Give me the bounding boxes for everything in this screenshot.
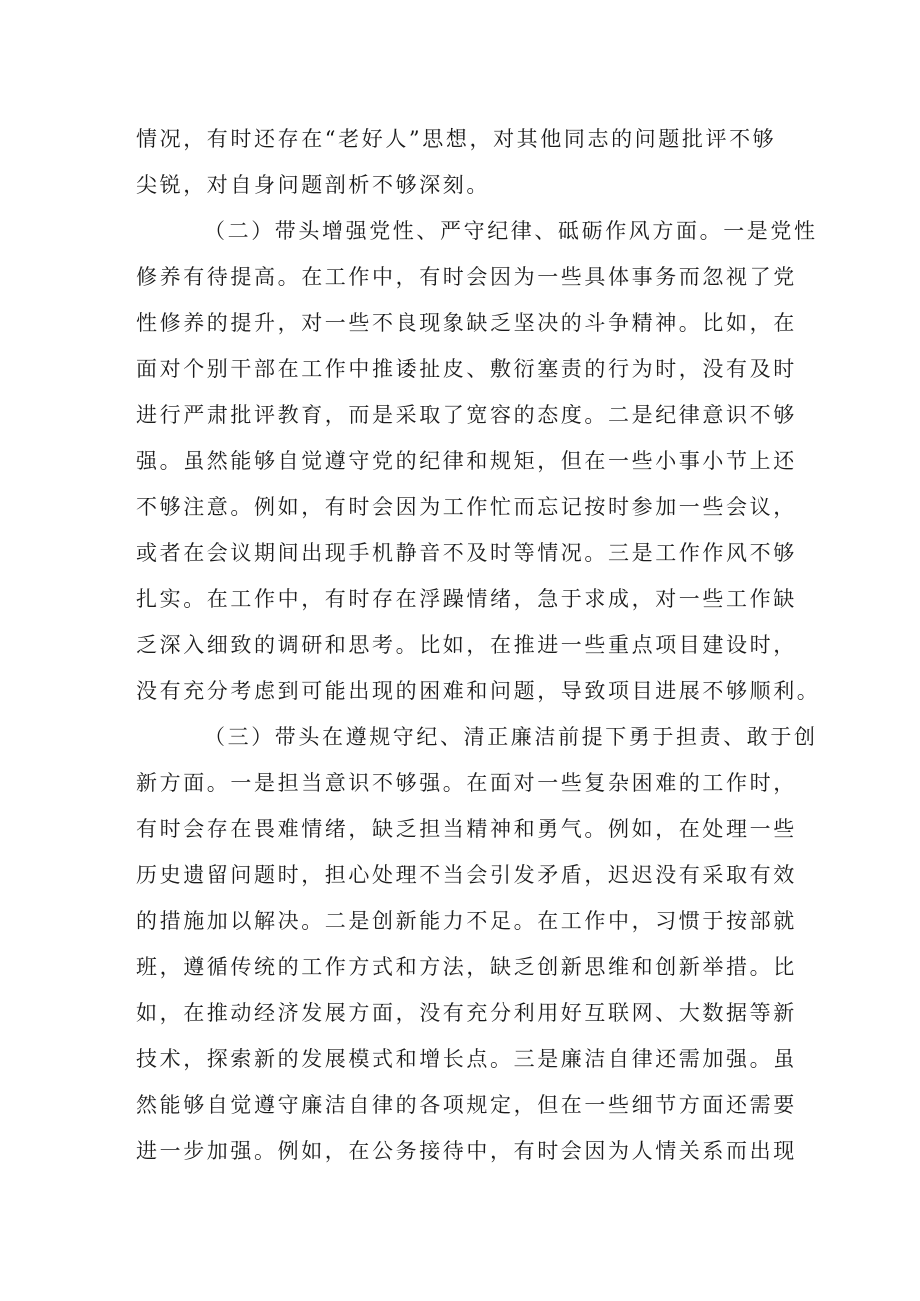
text-line: 性修养的提升，对一些不良现象缺乏坚决的斗争精神。比如，在 [136,311,797,335]
paragraph [136,714,818,1174]
text-line: 新方面。一是担当意识不够强。在面对一些复杂困难的工作时， [136,771,797,795]
document-body [136,116,821,1174]
text-line: 如，在推动经济发展方面，没有充分利用好互联网、大数据等新 [136,1001,797,1025]
text-line: （二）带头增强党性、严守纪律、砥砺作风方面。一是党性 [204,219,818,243]
paragraph [136,208,821,714]
text-line: 历史遗留问题时，担心处理不当会引发矛盾，迟迟没有采取有效 [136,863,797,887]
text-line: （三）带头在遵规守纪、清正廉洁前提下勇于担责、敢于创 [204,725,818,749]
text-line: 扎实。在工作中，有时存在浮躁情绪，急于求成，对一些工作缺 [136,587,797,611]
text-line: 进一步加强。例如，在公务接待中，有时会因为人情关系而出现 [136,1139,797,1163]
text-line: 没有充分考虑到可能出现的困难和问题，导致项目进展不够顺利。 [136,679,821,703]
text-line: 有时会存在畏难情绪，缺乏担当精神和勇气。例如，在处理一些 [136,817,797,841]
text-line: 尖锐，对自身问题剖析不够深刻。 [136,173,490,197]
text-line: 进行严肃批评教育，而是采取了宽容的态度。二是纪律意识不够 [136,403,797,427]
text-line: 情况，有时还存在“老好人”思想，对其他同志的问题批评不够 [136,127,777,151]
text-line: 不够注意。例如，有时会因为工作忙而忘记按时参加一些会议， [136,495,797,519]
text-line: 或者在会议期间出现手机静音不及时等情况。三是工作作风不够 [136,541,797,565]
text-line: 强。虽然能够自觉遵守党的纪律和规矩，但在一些小事小节上还 [136,449,797,473]
paragraph [136,116,796,208]
text-line: 然能够自觉遵守廉洁自律的各项规定，但在一些细节方面还需要 [136,1093,797,1117]
text-line: 面对个别干部在工作中推诿扯皮、敷衍塞责的行为时，没有及时 [136,357,797,381]
text-line: 技术，探索新的发展模式和增长点。三是廉洁自律还需加强。虽 [136,1047,797,1071]
text-line: 的措施加以解决。二是创新能力不足。在工作中，习惯于按部就 [136,909,797,933]
text-line: 修养有待提高。在工作中，有时会因为一些具体事务而忽视了党 [136,265,797,289]
text-line: 乏深入细致的调研和思考。比如，在推进一些重点项目建设时， [136,633,797,657]
text-line: 班，遵循传统的工作方式和方法，缺乏创新思维和创新举措。比 [136,955,797,979]
